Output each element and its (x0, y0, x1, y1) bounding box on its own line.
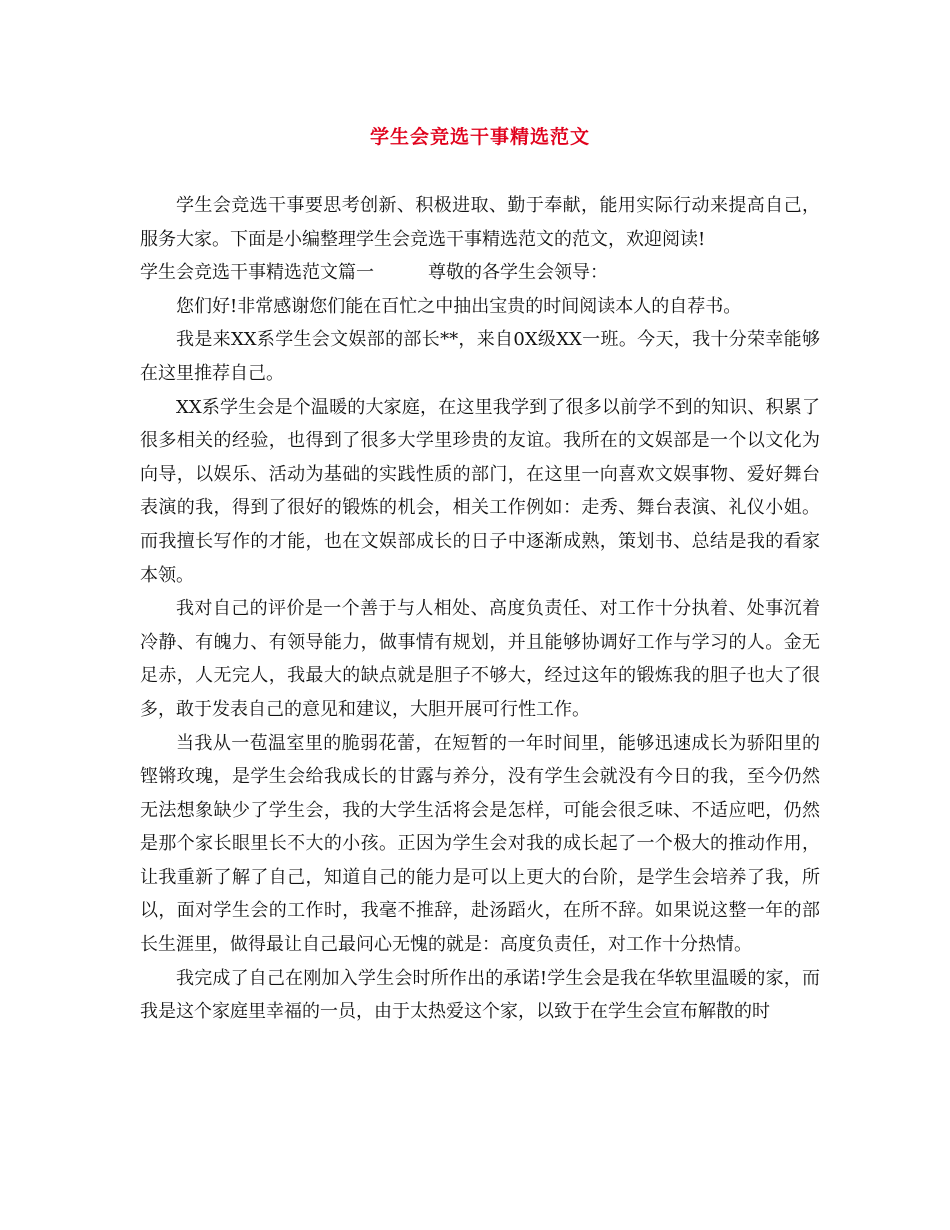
section-heading: 学生会竞选干事精选范文篇一 (140, 262, 374, 284)
body-paragraph: 我完成了自己在刚加入学生会时所作出的承诺!学生会是我在华软里温暖的家，而我是这个家庭里幸福的一员，由于太热爱这个家，以致于在学生会宣布解散的时 (140, 967, 820, 1023)
intro-paragraph: 学生会竞选干事要思考创新、积极进取、勤于奉献，能用实际行动来提高自己，服务大家。下面是小编整理学生会竞选干事精选范文的范文，欢迎阅读! (140, 195, 820, 250)
body-paragraph: XX系学生会是个温暖的大家庭，在这里我学到了很多以前学不到的知识、积累了很多相关的经验，也得到了很多大学里珍贵的友谊。我所在的文娱部是一个以文化为向导，以娱乐、活动为基础的实践性质的部门，在这里一向喜欢文娱事物、爱好舞台表演的我，得到了很好的锻炼的机会，相关工作例如：走秀、舞台表演、礼仪小姐。而我擅长写作的才能，也在文娱部成长的日子中逐渐成熟，策划书、总结是我的看家本领。 (140, 396, 820, 586)
document-body (140, 189, 820, 1029)
document-title: 学生会竞选干事精选范文 (369, 126, 590, 148)
body-paragraph: 我对自己的评价是一个善于与人相处、高度负责任、对工作十分执着、处事沉着冷静、有魄力、有领导能力，做事情有规划，并且能够协调好工作与学习的人。金无足赤，人无完人，我最大的缺点就是胆子不够大，经过这年的锻炼我的胆子也大了很多，敢于发表自己的意见和建议，大胆开展可行性工作。 (140, 598, 820, 720)
body-paragraph: 当我从一苞温室里的脆弱花蕾，在短暂的一年时间里，能够迅速成长为骄阳里的铿锵玫瑰，是学生会给我成长的甘露与养分，没有学生会就没有今日的我，至今仍然无法想象缺少了学生会，我的大学生活将会是怎样，可能会很乏味、不适应吧，仍然是那个家长眼里长不大的小孩。正因为学生会对我的成长起了一个极大的推动作用，让我重新了解了自己，知道自己的能力是可以上更大的台阶，是学生会培养了我，所以，面对学生会的工作时，我毫不推辞，赴汤蹈火，在所不辞。如果说这整一年的部长生涯里，做得最让自己最问心无愧的就是：高度负责任，对工作十分热情。 (140, 732, 820, 956)
body-paragraph: 我是来XX系学生会文娱部的部长**，来自0X级XX一班。今天，我十分荣幸能够在这里推荐自己。 (140, 329, 820, 384)
section-heading-line (140, 256, 820, 290)
salutation: 尊敬的各学生会领导： (428, 262, 608, 284)
body-paragraph: 您们好!非常感谢您们能在百忙之中抽出宝贵的时间阅读本人的自荐书。 (176, 295, 742, 317)
